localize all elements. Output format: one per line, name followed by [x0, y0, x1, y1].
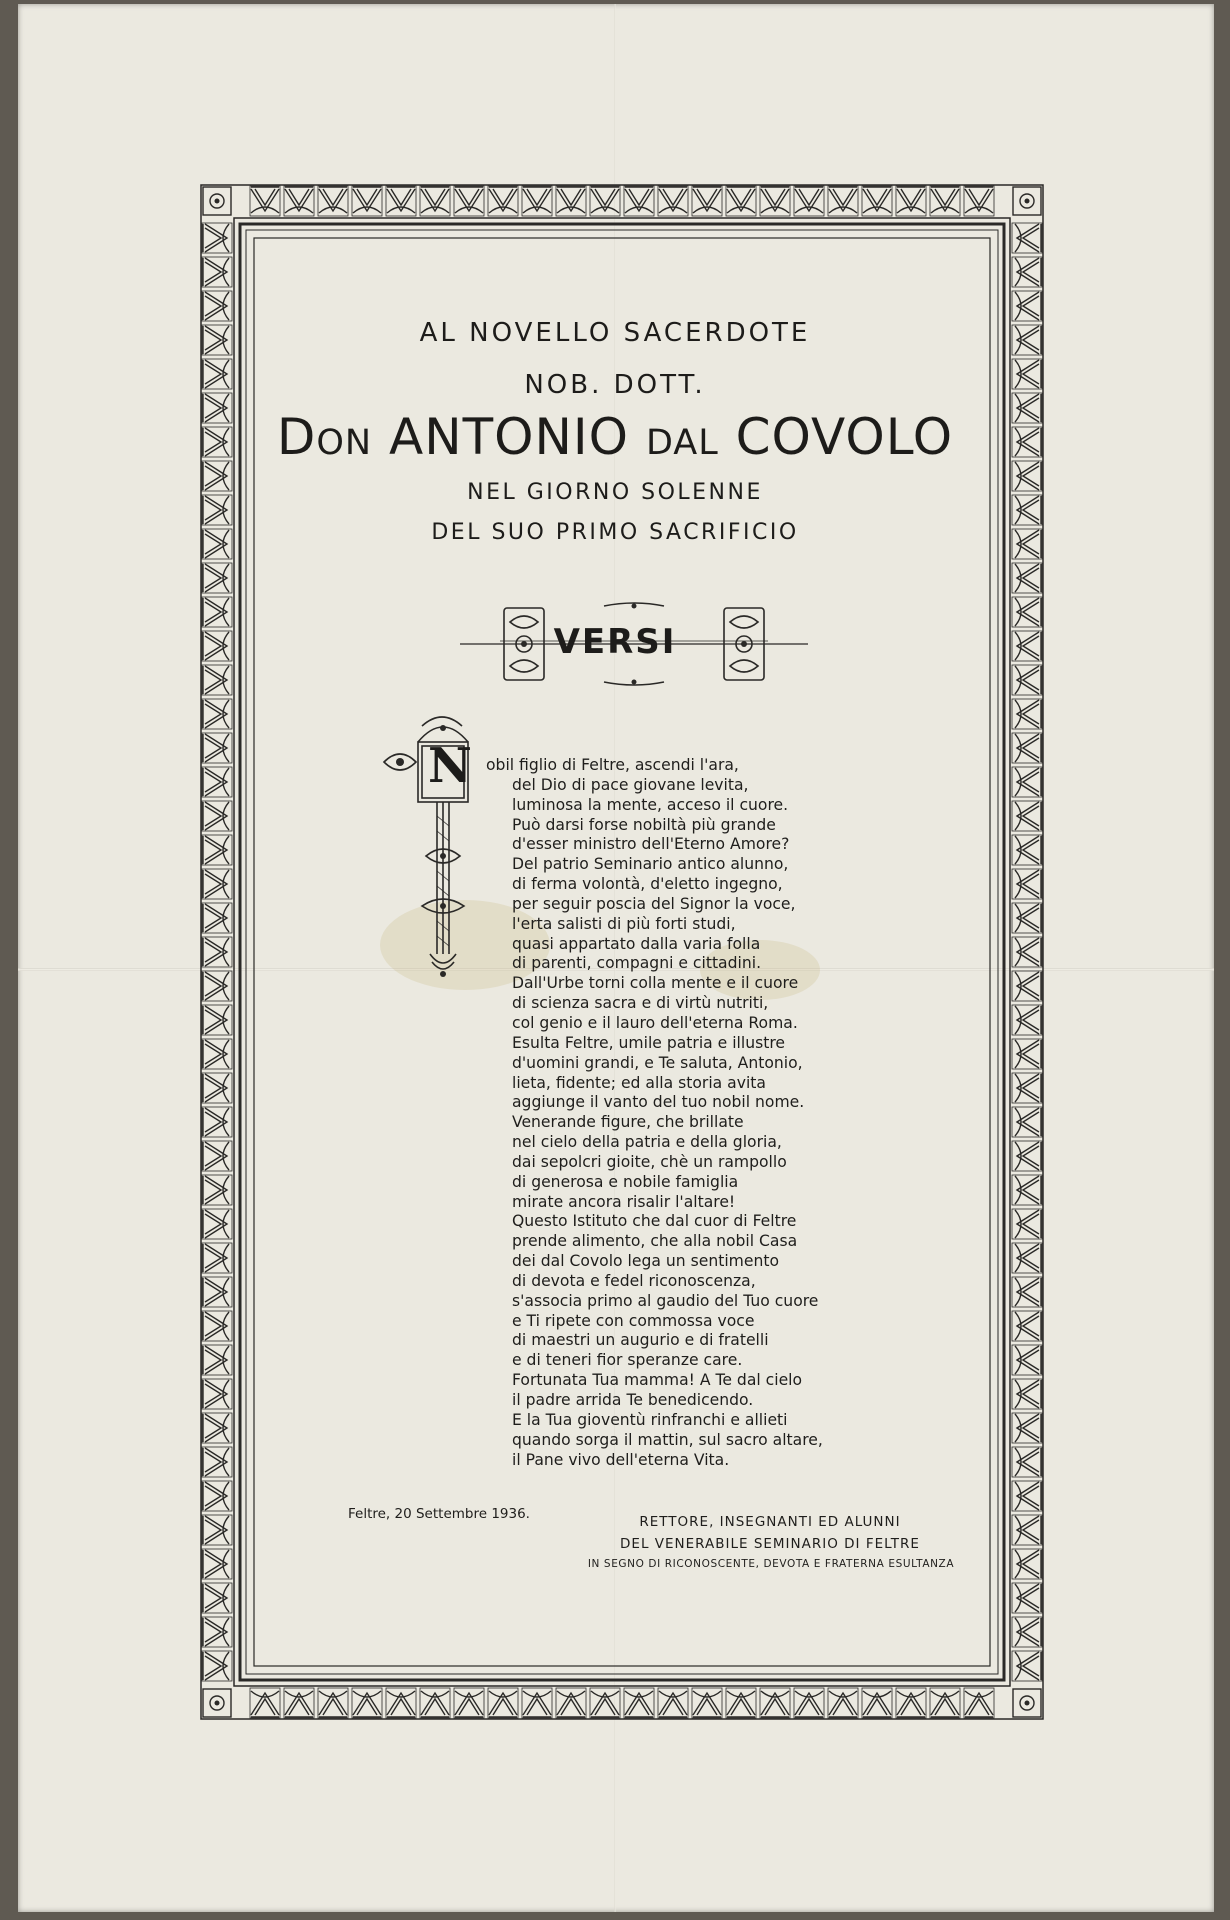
dedication-line-4: NEL GIORNO SOLENNE — [467, 480, 763, 505]
honoree-name — [0, 408, 1230, 466]
name-antonio: ANTONIO — [389, 408, 630, 466]
poem-line: Del patrio Seminario antico alunno, — [512, 855, 789, 874]
poem-line: del Dio di pace giovane levita, — [512, 775, 749, 794]
poem-line: Può darsi forse nobiltà più grande — [512, 815, 776, 834]
signature-line-3: IN SEGNO DI RICONOSCENTE, DEVOTA E FRATERNA ESULTANZA — [587, 1558, 955, 1570]
poem-line: col genio e il lauro dell'eterna Roma. — [512, 1013, 798, 1032]
signature-line-1: RETTORE, INSEGNANTI ED ALUNNI — [639, 1514, 901, 1530]
poem-line: Dall'Urbe torni colla mente e il cuore — [512, 974, 799, 993]
poem-line: lieta, fidente; ed alla storia avita — [512, 1073, 766, 1092]
poem-line: quando sorga il mattin, sul sacro altare, — [512, 1430, 823, 1449]
dedication-line-1: AL NOVELLO SACERDOTE — [419, 318, 811, 348]
poem-line: per seguir poscia del Signor la voce, — [512, 894, 796, 913]
dedication-line-5: DEL SUO PRIMO SACRIFICIO — [431, 520, 799, 545]
poem-line: E la Tua gioventù rinfranchi e allieti — [512, 1410, 788, 1429]
poem-line: dei dal Covolo lega un sentimento — [512, 1252, 779, 1271]
poem-verses — [486, 756, 932, 1470]
signature-line-2: DEL VENERABILE SEMINARIO DI FELTRE — [620, 1536, 920, 1552]
poem-line: Fortunata Tua mamma! A Te dal cielo — [512, 1371, 803, 1390]
poem-line: e Ti ripete con commossa voce — [512, 1311, 755, 1330]
poem-line: s'associa primo al gaudio del Tuo cuore — [512, 1291, 819, 1310]
poem-line: luminosa la mente, acceso il cuore. — [512, 795, 789, 814]
section-title: VERSI — [553, 622, 677, 662]
poem-line: Esulta Feltre, umile patria e illustre — [512, 1033, 785, 1052]
name-don: Don — [276, 408, 373, 466]
poem-line: mirate ancora risalir l'altare! — [512, 1192, 736, 1211]
poem-line: di maestri un augurio e di fratelli — [512, 1331, 769, 1350]
poem-line: quasi appartato dalla varia folla — [512, 934, 761, 953]
poem-line: di scienza sacra e di virtù nutriti, — [512, 994, 769, 1013]
poem-line: nel cielo della patria e della gloria, — [512, 1133, 782, 1152]
poem-line: Questo Istituto che dal cuor di Feltre — [512, 1212, 797, 1231]
poem-line: aggiunge il vanto del tuo nobil nome. — [512, 1093, 805, 1112]
poem-line: di parenti, compagni e cittadini. — [512, 954, 762, 973]
poem-line: l'erta salisti di più forti studi, — [512, 914, 736, 933]
poem-line: il Pane vivo dell'eterna Vita. — [512, 1450, 730, 1469]
dedication-line-2: NOB. DOTT. — [524, 370, 706, 400]
poem-line: di generosa e nobile famiglia — [512, 1172, 739, 1191]
name-dal: dal — [645, 408, 719, 466]
poem-line: dai sepolcri gioite, chè un rampollo — [512, 1152, 787, 1171]
initial-letter: N — [428, 738, 472, 794]
poem-line: di ferma volontà, d'eletto ingegno, — [512, 875, 783, 894]
name-covolo: COVOLO — [735, 408, 954, 466]
place-and-date: Feltre, 20 Settembre 1936. — [348, 1506, 530, 1522]
poem-line: d'esser ministro dell'Eterno Amore? — [512, 835, 790, 854]
poem-line: obil figlio di Feltre, ascendi l'ara, — [486, 756, 739, 774]
poem-line: Venerande figure, che brillate — [512, 1113, 744, 1132]
poem-line: di devota e fedel riconoscenza, — [512, 1271, 756, 1290]
poem-line: e di teneri fior speranze care. — [512, 1351, 743, 1370]
poem-line: prende alimento, che alla nobil Casa — [512, 1232, 798, 1251]
poem-line: il padre arrida Te benedicendo. — [512, 1391, 754, 1409]
poem-line: d'uomini grandi, e Te saluta, Antonio, — [512, 1053, 803, 1072]
